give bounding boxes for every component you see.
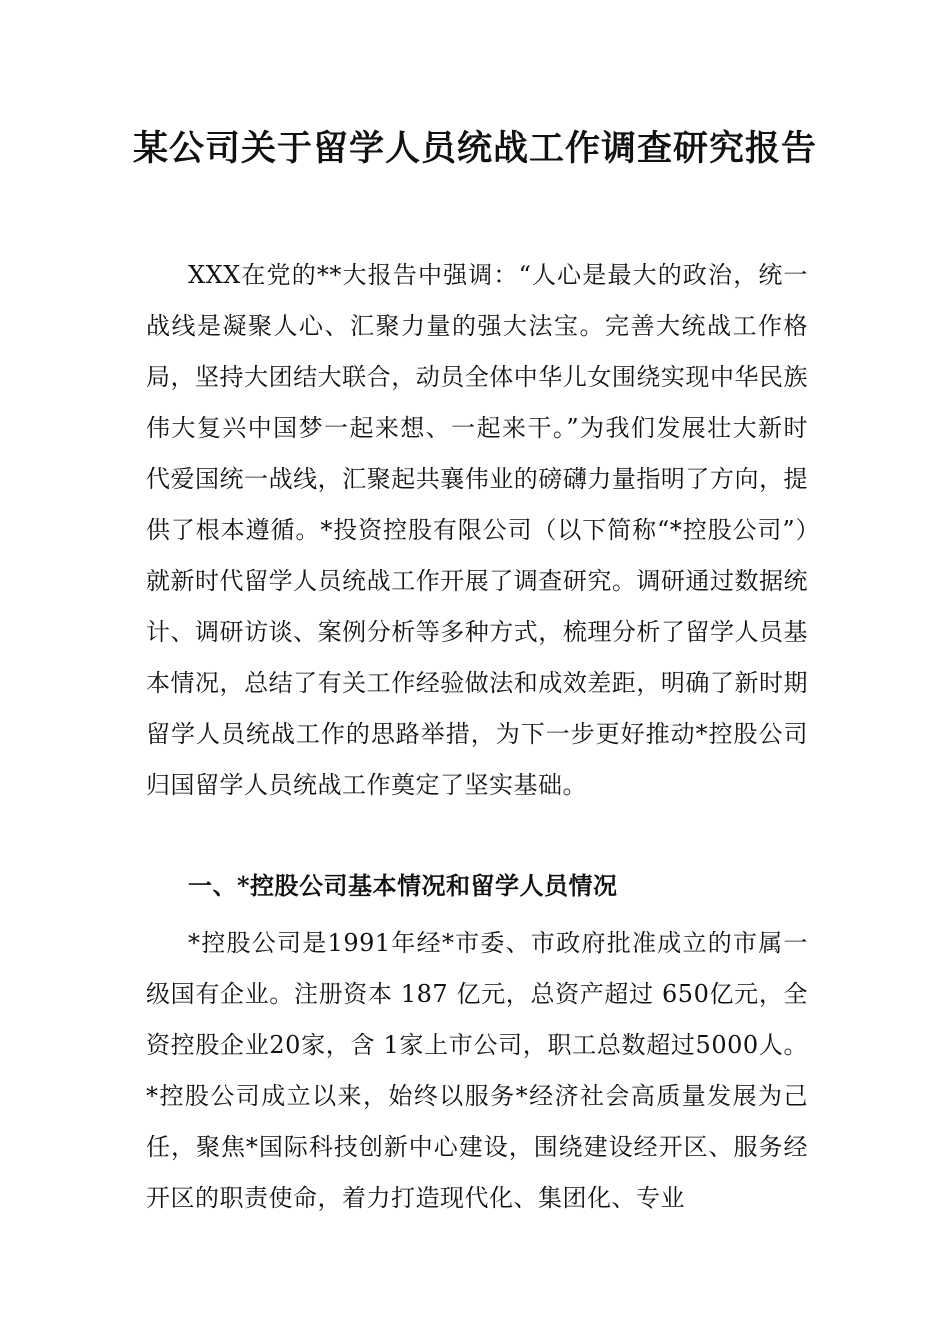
document-title: 某公司关于留学人员统战工作调查研究报告 bbox=[132, 128, 817, 169]
section-1-paragraph: *控股公司是1991年经*市委、市政府批准成立的市属一级国有企业。注册资本 187 亿元，总资产超过 650亿元，全资控股企业20家，含 1家上市公司，职工总数超过5000人。*控股公司成立以来，始终以服务*经济社会高质量发展为己任，聚焦*国际科技创新中心建设，围绕建设经开区、服务经开区的职责使命，着力打造现代化、集团化、专业 bbox=[146, 929, 808, 1212]
section-1-heading: 一、*控股公司基本情况和留学人员情况 bbox=[188, 871, 618, 900]
intro-paragraph: XXX在党的**大报告中强调：“人心是最大的政治，统一战线是凝聚人心、汇聚力量的强大法宝。完善大统战工作格局，坚持大团结大联合，动员全体中华儿女围绕实现中华民族伟大复兴中国梦一起来想、一起来干。”为我们发展壮大新时代爱国统一战线，汇聚起共襄伟业的磅礴力量指明了方向，提供了根本遵循。*投资控股有限公司（以下简称“*控股公司”）就新时代留学人员统战工作开展了调查研究。调研通过数据统计、调研访谈、案例分析等多种方式，梳理分析了留学人员基本情况，总结了有关工作经验做法和成效差距，明确了新时期留学人员统战工作的思路举措，为下一步更好推动*控股公司归国留学人员统战工作奠定了坚实基础。 bbox=[146, 261, 808, 799]
